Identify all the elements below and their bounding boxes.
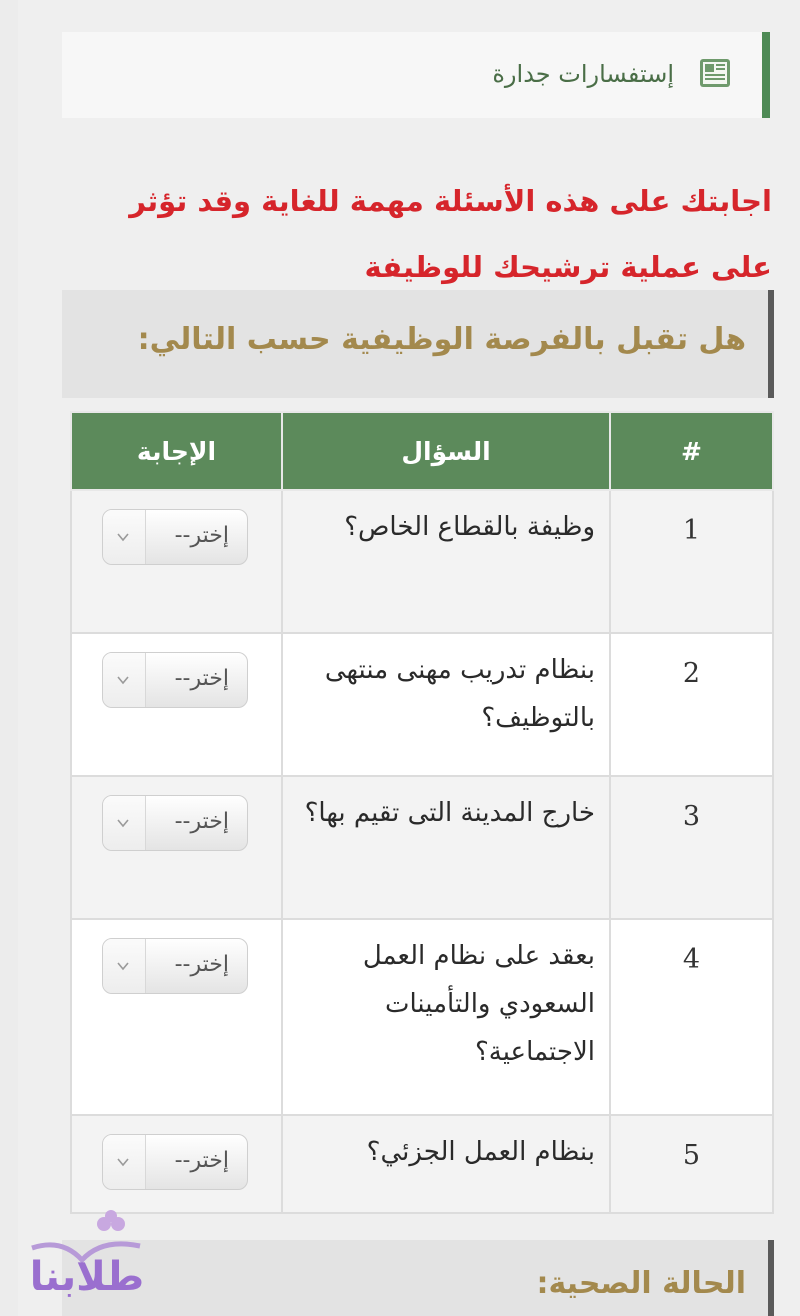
table-row (71, 490, 773, 633)
answer-select[interactable] (102, 509, 248, 565)
select-value: --إختر (174, 1148, 229, 1173)
question-heading-box (62, 290, 774, 398)
row-question: خارج المدينة التى تقيم بها؟ (282, 776, 610, 919)
row-question: وظيفة بالقطاع الخاص؟ (282, 490, 610, 633)
answer-cell (71, 776, 282, 919)
answer-cell (71, 490, 282, 633)
chevron-down-icon (116, 1155, 130, 1169)
row-number: 4 (610, 919, 773, 1115)
chevron-down-icon (116, 673, 130, 687)
table-row (71, 1115, 773, 1213)
answer-select[interactable] (102, 1134, 248, 1190)
answer-cell (71, 633, 282, 776)
answer-cell (71, 919, 282, 1115)
row-question: بنظام العمل الجزئي؟ (282, 1115, 610, 1213)
section-header (62, 32, 770, 118)
select-value: --إختر (174, 666, 229, 691)
next-section-heading: الحالة الصحية: (536, 1266, 746, 1301)
header-number: # (610, 412, 773, 490)
table-row (71, 776, 773, 919)
table-row (71, 919, 773, 1115)
row-question: بعقد على نظام العمل السعودي والتأمينات الاجتماعية؟ (282, 919, 610, 1115)
select-value: --إختر (174, 809, 229, 834)
header-answer: الإجابة (71, 412, 282, 490)
select-value: --إختر (174, 523, 229, 548)
answer-select[interactable] (102, 795, 248, 851)
next-section-box (62, 1240, 774, 1316)
warning-notice: اجابتك على هذه الأسئلة مهمة للغاية وقد تؤثر على عملية ترشيحك للوظيفة (129, 184, 772, 284)
section-header-title: إستفسارات جدارة (492, 60, 674, 88)
newspaper-icon (698, 56, 732, 90)
watermark-logo (22, 1208, 152, 1308)
chevron-down-icon (116, 816, 130, 830)
questions-table (70, 411, 774, 1214)
answer-cell (71, 1115, 282, 1213)
watermark-text: طلابنا (29, 1254, 145, 1300)
row-question: بنظام تدريب مهنى منتهى بالتوظيف؟ (282, 633, 610, 776)
table-row (71, 633, 773, 776)
row-number: 1 (610, 490, 773, 633)
answer-select[interactable] (102, 938, 248, 994)
row-number: 2 (610, 633, 773, 776)
select-value: --إختر (174, 952, 229, 977)
row-number: 5 (610, 1115, 773, 1213)
table-header-row (71, 412, 773, 490)
question-heading: هل تقبل بالفرصة الوظيفية حسب التالي: (137, 322, 746, 357)
chevron-down-icon (116, 530, 130, 544)
answer-select[interactable] (102, 652, 248, 708)
row-number: 3 (610, 776, 773, 919)
header-question: السؤال (282, 412, 610, 490)
chevron-down-icon (116, 959, 130, 973)
